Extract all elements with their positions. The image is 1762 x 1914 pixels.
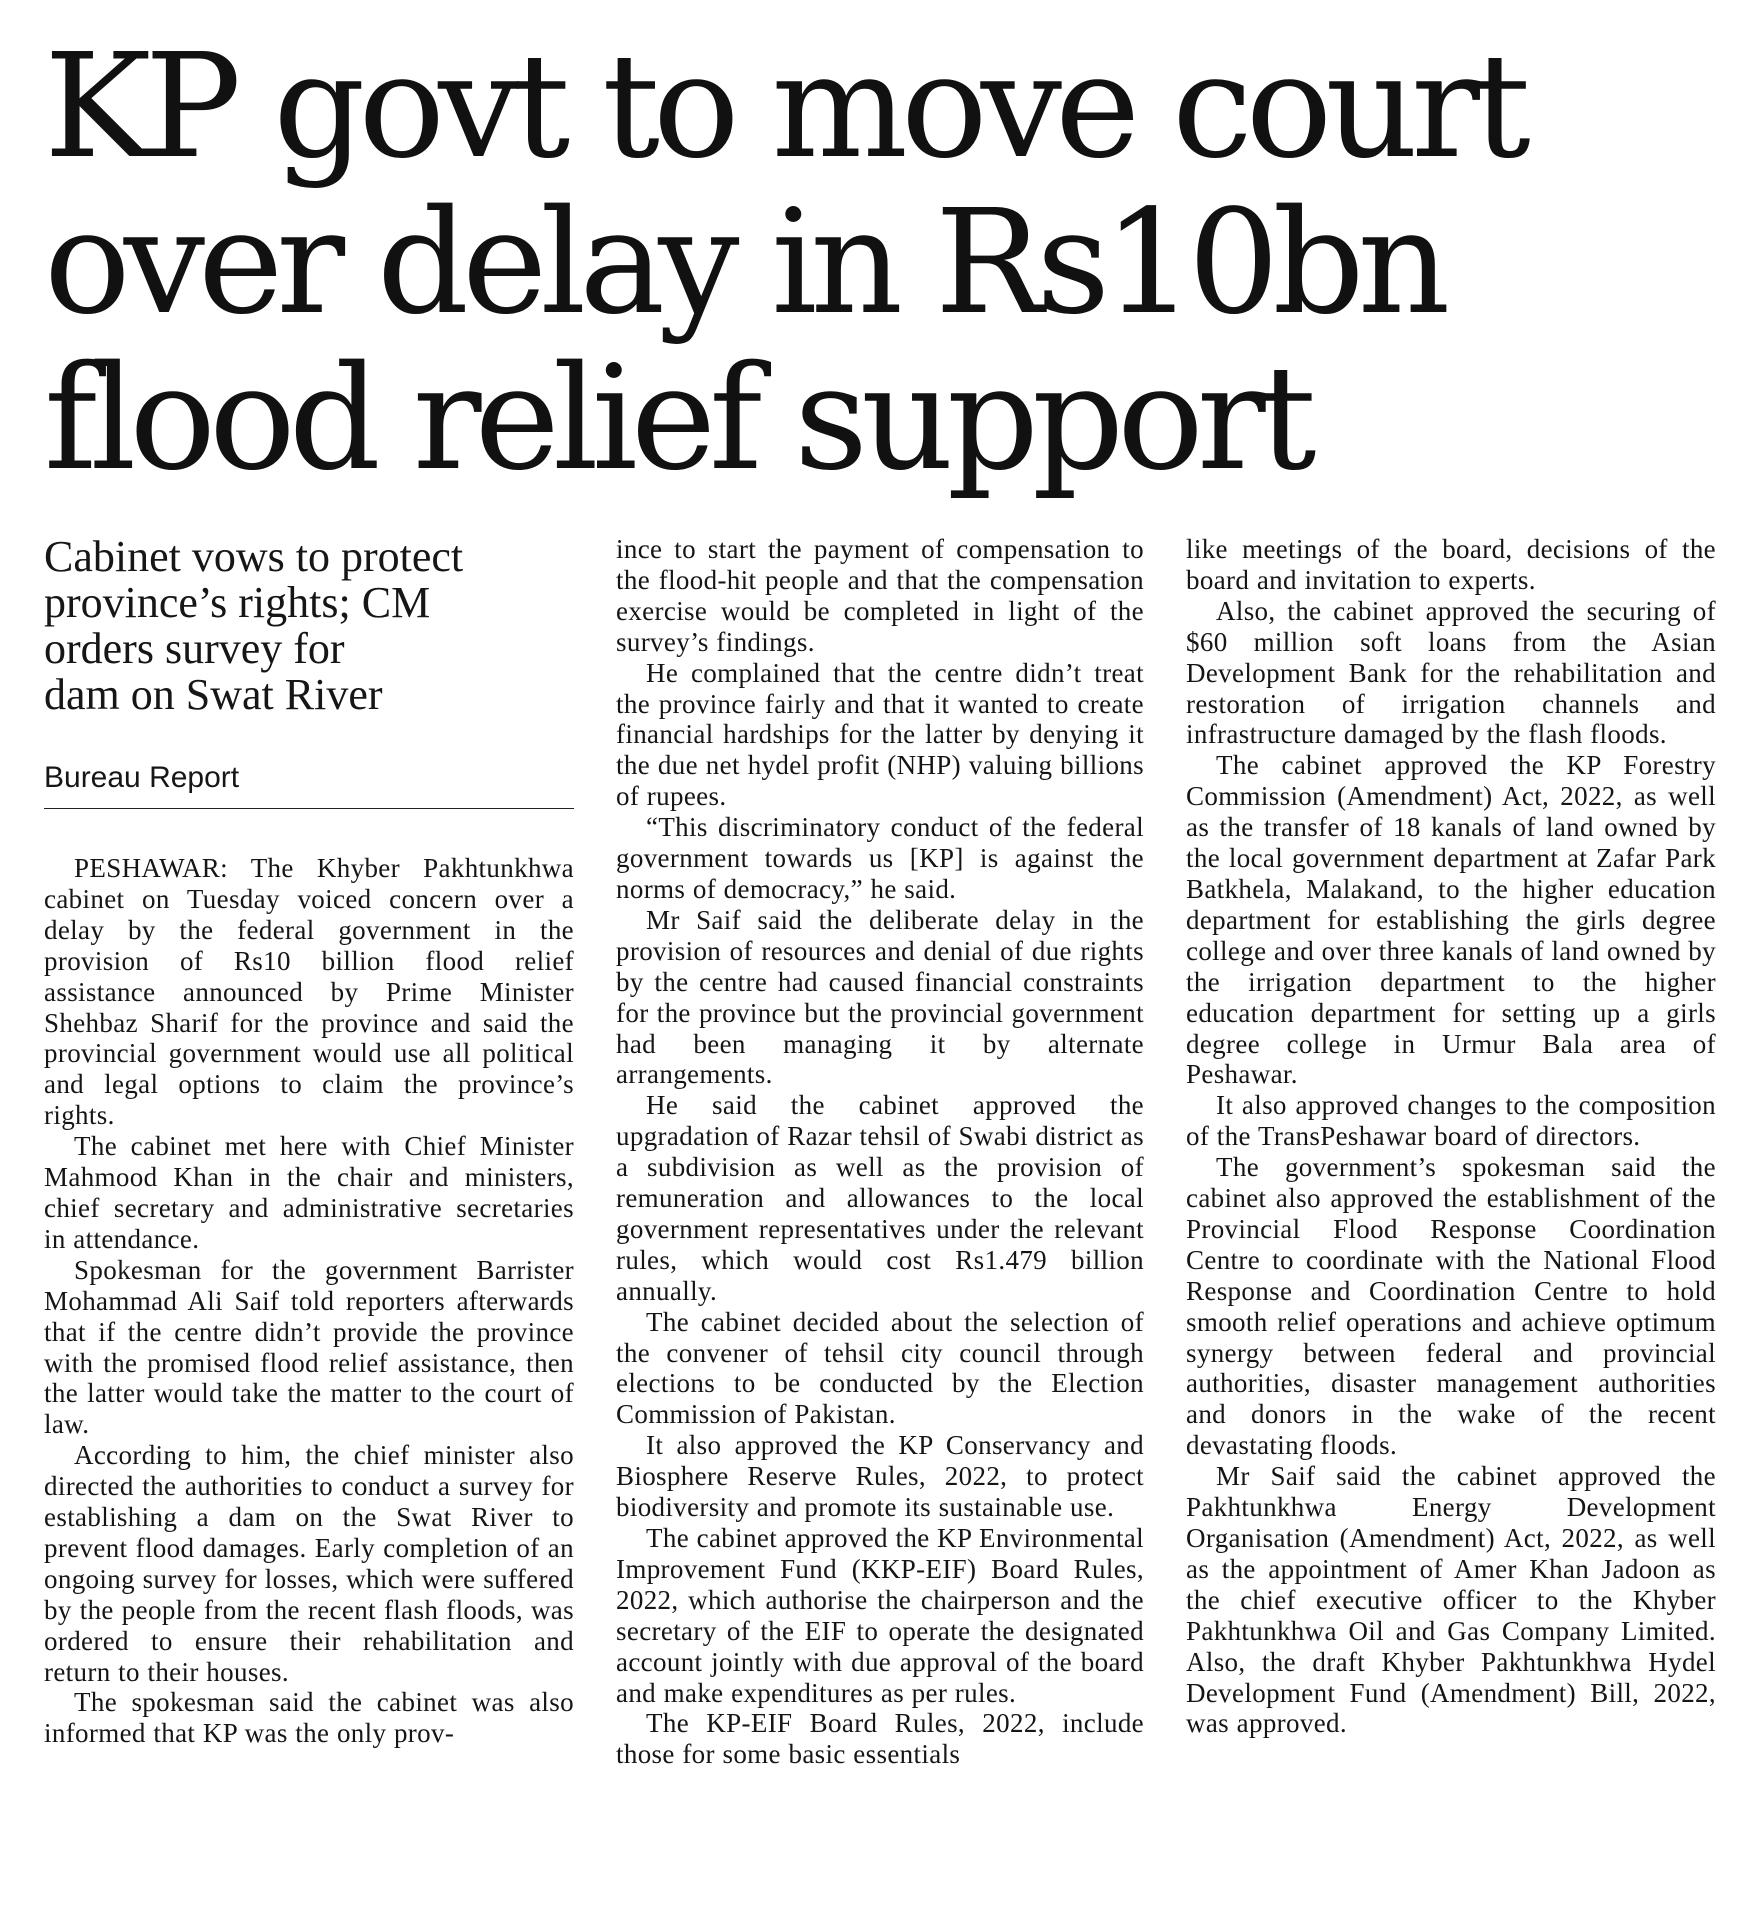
column-2-body — [616, 534, 1144, 1770]
subheadline-line: Cabinet vows to protect — [44, 532, 464, 581]
paragraph: According to him, the chief minister also directed the authorities to conduct a survey for establishing a dam on the Swat River to prevent flood damages. Early completion of an ongoing survey for losses, which were suffered by the people from the recent flash floods, was ordered to ensure their rehabilitation and return to their houses. — [44, 1440, 574, 1687]
paragraph: The government’s spokesman said the cabinet also approved the establishment of the Provincial Flood Response Coordination Centre to coordinate with the National Flood Response and Coordination Centre to hold smooth relief operations and achieve optimum synergy between federal and provincial authorities, disaster management authorities and donors in the wake of the recent devastating floods. — [1186, 1152, 1716, 1461]
column-3 — [1186, 534, 1716, 1739]
column-1-body — [44, 853, 574, 1749]
paragraph: It also approved changes to the composition of the TransPeshawar board of directors. — [1186, 1090, 1716, 1152]
column-3-body — [1186, 534, 1716, 1739]
headline-line: KP govt to move court — [44, 22, 1524, 190]
paragraph: The cabinet approved the KP Forestry Commission (Amendment) Act, 2022, as well as the transfer of 18 kanals of land owned by the local government department at Zafar Park Batkhela, Malakand, to the higher education department for establishing the girls degree college and over three kanals of land owned by the irrigation department to the higher education department for setting up a girls degree college in Urmur Bala area of Peshawar. — [1186, 750, 1716, 1090]
paragraph: The cabinet met here with Chief Minister Mahmood Khan in the chair and ministers, chief secretary and administrative secretaries in attendance. — [44, 1131, 574, 1254]
column-2 — [616, 534, 1144, 1770]
paragraph: Also, the cabinet approved the securing of $60 million soft loans from the Asian Development Bank for the rehabilitation and restoration of irrigation channels and infrastructure damaged by the flash floods. — [1186, 595, 1716, 750]
subheadline-line: dam on Swat River — [44, 670, 383, 719]
headline — [44, 22, 1734, 502]
subheadline — [44, 534, 574, 718]
paragraph: The cabinet approved the KP Environmental Improvement Fund (KKP-EIF) Board Rules, 2022, which authorise the chairperson and the secretary of the EIF to operate the designated account jointly with due approval of the board and make expenditures as per rules. — [616, 1523, 1144, 1708]
paragraph: Mr Saif said the cabinet approved the Pakhtunkhwa Energy Development Organisation (Amendment) Act, 2022, as well as the appointment of Amer Khan Jadoon as the chief executive officer to the Khyber Pakhtunkhwa Oil and Gas Company Limited. Also, the draft Khyber Pakhtunkhwa Hydel Development Fund (Amendment) Bill, 2022, was approved. — [1186, 1461, 1716, 1739]
headline-line: flood relief support — [44, 334, 1310, 502]
paragraph: Spokesman for the government Barrister Mohammad Ali Saif told reporters afterwards that if the centre didn’t provide the province with the promised flood relief assistance, then the latter would take the matter to the court of law. — [44, 1254, 574, 1440]
column-1 — [44, 534, 574, 1749]
paragraph: He said the cabinet approved the upgradation of Razar tehsil of Swabi district as a subdivision as well as the provision of remuneration and allowances to the local government representatives under the relevant rules, which would cost Rs1.479 billion annually. — [616, 1090, 1144, 1306]
paragraph: “This discriminatory conduct of the federal government towards us [KP] is against the norms of democracy,” he said. — [616, 812, 1144, 904]
paragraph: The spokesman said the cabinet was also informed that KP was the only prov- — [44, 1687, 574, 1749]
byline: Bureau Report — [44, 760, 574, 809]
paragraph: It also approved the KP Conservancy and Biosphere Reserve Rules, 2022, to protect biodiversity and promote its sustainable use. — [616, 1430, 1144, 1523]
paragraph: like meetings of the board, decisions of the board and invitation to experts. — [1186, 534, 1716, 595]
paragraph: He complained that the centre didn’t treat the province fairly and that it wanted to create financial hardships for the latter by denying it the due net hydel profit (NHP) valuing billions of rupees. — [616, 657, 1144, 812]
headline-line: over delay in Rs10bn — [44, 178, 1444, 346]
paragraph: PESHAWAR: The Khyber Pakhtunkhwa cabinet on Tuesday voiced concern over a delay by the federal government in the provision of Rs10 billion flood relief assistance announced by Prime Minister Shehbaz Sharif for the province and said the provincial government would use all political and legal options to claim the province’s rights. — [44, 853, 574, 1131]
subheadline-line: orders survey for — [44, 624, 345, 673]
paragraph: ince to start the payment of compensation to the flood-hit people and that the compensation exercise would be completed in light of the survey’s findings. — [616, 534, 1144, 657]
paragraph: The cabinet decided about the selection of the convener of tehsil city council through elections to be conducted by the Election Commission of Pakistan. — [616, 1306, 1144, 1430]
paragraph: The KP-EIF Board Rules, 2022, include those for some basic essentials — [616, 1708, 1144, 1770]
subheadline-line: province’s rights; CM — [44, 578, 431, 627]
paragraph: Mr Saif said the deliberate delay in the provision of resources and denial of due rights by the centre had caused financial constraints for the province but the provincial government had been managing it by alternate arrangements. — [616, 904, 1144, 1090]
